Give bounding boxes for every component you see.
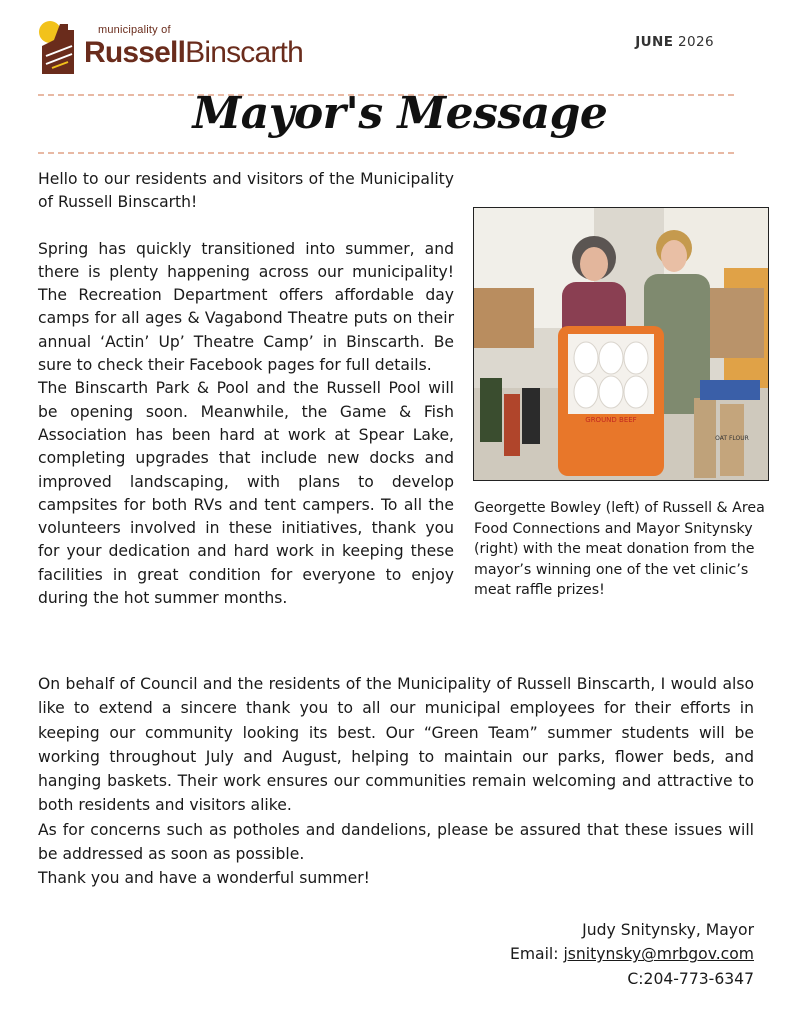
greeting-paragraph: Hello to our residents and visitors of the Municipality of Russell Binscarth! (38, 170, 454, 212)
donation-photo-illustration (474, 208, 768, 480)
email-label: Email: (509, 945, 564, 964)
closing-section (38, 672, 754, 891)
summer-paragraph: Spring has quickly transitioned into summer, and there is plenty happening across our municipality! The Recreation Department offers affordable day camps for all ages & Vagabond Theatre puts on their annual ‘Actin’ Up’ Theatre Camp’ in Binscarth. Be sure to check their Facebook pages for full details. (38, 239, 454, 375)
concerns-paragraph: As for concerns such as potholes and dandelions, please be assured that these issues will be addressed as soon as possible. (38, 820, 754, 864)
flour-label: OAT FLOUR (715, 435, 749, 442)
logo-emblem-icon (38, 16, 78, 74)
intro-column (38, 168, 454, 610)
email-link[interactable]: jsnitynsky@mrbgov.com (563, 945, 754, 964)
cooler-label: GROUND BEEF (585, 416, 637, 424)
bottom-divider (38, 152, 734, 154)
signature-phone: C:204-773-6347 (627, 969, 754, 988)
issue-date (635, 34, 714, 50)
logo-subtitle: municipality of (98, 24, 171, 36)
farewell-paragraph: Thank you and have a wonderful summer! (38, 869, 370, 888)
donation-photo (473, 207, 769, 481)
issue-year: 2026 (678, 34, 714, 50)
issue-month: JUNE (635, 34, 674, 50)
thanks-paragraph: On behalf of Council and the residents of the Municipality of Russell Binscarth, I would also like to extend a sincere thank you to all our municipal employees for their efforts in keeping our community looking its best. Our “Green Team” summer students will be working throughout July and August, helping to maintain our parks, flower beds, and hanging baskets. Their work ensures our communities remain welcoming and attractive to both residents and visitors alike. (38, 675, 754, 815)
signature-name: Judy Snitynsky, Mayor (582, 921, 754, 939)
photo-caption: Georgette Bowley (left) of Russell & Area Food Connections and Mayor Snitynsky (right) with the meat donation from the mayor’s winning one of the vet clinic’s meat raffle prizes! (474, 500, 765, 598)
municipality-logo (38, 14, 303, 76)
page-title: Mayor's Message (192, 88, 608, 139)
logo-wordmark: RussellBinscarth (84, 36, 303, 69)
pools-paragraph: The Binscarth Park & Pool and the Russell Pool will be opening soon. Meanwhile, the Game & Fish Association has been hard at work at Spear Lake, completing upgrades that include new docks and improved landscaping, with plans to develop campsites for both RVs and tent campers. To all the volunteers involved in these initiatives, thank you for your dedication and hard work in keeping these facilities in great condition for everyone to enjoy during the hot summer months. (38, 379, 454, 608)
signature-email-line (510, 942, 754, 966)
signature-block (510, 918, 754, 991)
